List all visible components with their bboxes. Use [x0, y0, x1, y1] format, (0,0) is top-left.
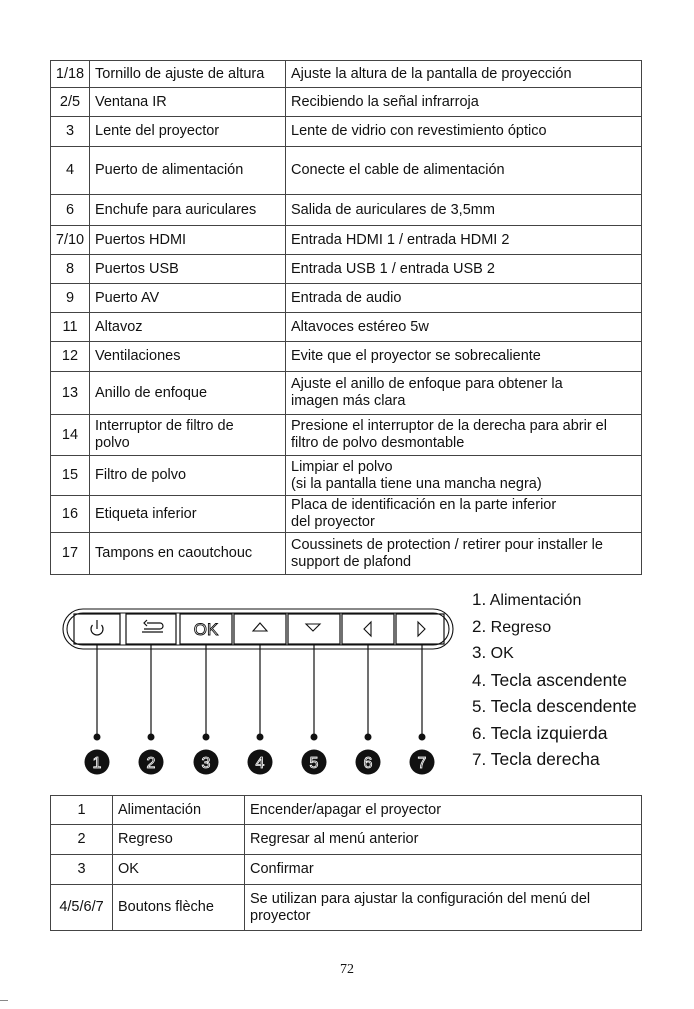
down-button	[288, 614, 340, 644]
legend-label: Tecla ascendente	[490, 669, 627, 690]
legend-item	[472, 749, 637, 776]
part-number: 12	[51, 342, 90, 372]
callout-dot	[148, 734, 155, 741]
table-row	[51, 372, 642, 415]
key-description: Confirmar	[245, 855, 642, 885]
return-icon	[142, 620, 163, 632]
legend-number: 2.	[472, 616, 487, 636]
part-description: Coussinets de protection / retirer pour installer le support de plafond	[286, 533, 642, 575]
key-description: Se utilizan para ajustar la configuración del menú del proyector	[245, 885, 642, 931]
callout-lines	[97, 644, 422, 736]
part-number: 2/5	[51, 88, 90, 117]
part-name: Altavoz	[90, 313, 286, 342]
part-description: Altavoces estéreo 5w	[286, 313, 642, 342]
legend-item	[472, 643, 637, 670]
part-name: Tornillo de ajuste de altura	[90, 61, 286, 88]
legend-item	[472, 590, 637, 617]
part-description: Salida de auriculares de 3,5mm	[286, 195, 642, 226]
legend-number: 3.	[472, 643, 487, 662]
control-panel-diagram	[62, 608, 454, 772]
panel-inner-frame	[67, 613, 449, 645]
table-row	[51, 313, 642, 342]
table-row	[51, 147, 642, 195]
part-number: 11	[51, 313, 90, 342]
part-number: 4	[51, 147, 90, 195]
legend-number: 5.	[472, 697, 487, 716]
table-row	[51, 284, 642, 313]
part-description: Entrada de audio	[286, 284, 642, 313]
part-number: 15	[51, 456, 90, 496]
power-icon	[91, 620, 103, 635]
page-edge-mark	[0, 1000, 8, 1001]
table-row	[51, 825, 642, 855]
table-row	[51, 456, 642, 496]
ok-button	[180, 614, 232, 644]
callout-dots	[94, 734, 426, 741]
legend-label: Tecla descendente	[490, 696, 637, 716]
legend-label: Tecla derecha	[490, 749, 600, 769]
table-row	[51, 342, 642, 372]
key-legend	[472, 590, 637, 776]
part-number: 16	[51, 496, 90, 533]
page-number: 72	[340, 962, 354, 977]
part-description: Ajuste el anillo de enfoque para obtener la imagen más clara	[286, 372, 642, 415]
legend-number: 6.	[472, 723, 487, 743]
key-number: 2	[51, 825, 113, 855]
part-number: 7/10	[51, 226, 90, 255]
callout-number: 7	[417, 755, 427, 772]
legend-number: 4.	[472, 670, 487, 690]
triangle-down-icon	[306, 624, 320, 631]
power-button	[74, 614, 120, 644]
key-name: Alimentación	[113, 796, 245, 825]
parts-table	[50, 60, 642, 575]
callout-badges	[85, 750, 435, 775]
part-name: Puertos USB	[90, 255, 286, 284]
legend-label: Alimentación	[489, 592, 582, 609]
legend-item	[472, 723, 637, 750]
part-name: Ventilaciones	[90, 342, 286, 372]
key-number: 4/5/6/7	[51, 885, 113, 931]
table-row	[51, 255, 642, 284]
key-name: Regreso	[113, 825, 245, 855]
part-number: 13	[51, 372, 90, 415]
table-row	[51, 855, 642, 885]
part-description: Evite que el proyector se sobrecaliente	[286, 342, 642, 372]
legend-item	[472, 670, 637, 697]
callout-dot	[203, 734, 210, 741]
callout-dot	[365, 734, 372, 741]
ok-button-label: OK	[193, 620, 219, 639]
part-name: Ventana IR	[90, 88, 286, 117]
part-name: Filtro de polvo	[90, 456, 286, 496]
callout-dot	[257, 734, 264, 741]
table-row	[51, 88, 642, 117]
callout-number: 5	[309, 755, 319, 772]
legend-label: Regreso	[490, 618, 552, 636]
table-row	[51, 796, 642, 825]
legend-item	[472, 696, 637, 723]
legend-item	[472, 617, 637, 644]
triangle-right-icon	[418, 622, 425, 636]
part-number: 1/18	[51, 61, 90, 88]
table-row	[51, 885, 642, 931]
table-row	[51, 496, 642, 533]
part-number: 8	[51, 255, 90, 284]
part-description: Entrada USB 1 / entrada USB 2	[286, 255, 642, 284]
part-description: Ajuste la altura de la pantalla de proyección	[286, 61, 642, 88]
part-number: 6	[51, 195, 90, 226]
triangle-left-icon	[364, 622, 371, 636]
table-row	[51, 61, 642, 88]
part-description: Lente de vidrio con revestimiento óptico	[286, 117, 642, 147]
legend-number: 1.	[472, 590, 487, 609]
part-name: Puertos HDMI	[90, 226, 286, 255]
part-description: Presione el interruptor de la derecha para abrir el filtro de polvo desmontable	[286, 415, 642, 456]
part-name: Puerto de alimentación	[90, 147, 286, 195]
triangle-up-icon	[253, 623, 267, 631]
left-button	[342, 614, 394, 644]
keys-table	[50, 795, 642, 931]
part-name: Puerto AV	[90, 284, 286, 313]
callout-number: 6	[363, 755, 373, 772]
part-name: Etiqueta inferior	[90, 496, 286, 533]
part-description: Conecte el cable de alimentación	[286, 147, 642, 195]
part-number: 3	[51, 117, 90, 147]
callout-dot	[419, 734, 426, 741]
up-button	[234, 614, 286, 644]
key-number: 1	[51, 796, 113, 825]
key-name: OK	[113, 855, 245, 885]
part-description: Entrada HDMI 1 / entrada HDMI 2	[286, 226, 642, 255]
callout-dot	[311, 734, 318, 741]
part-name: Tampons en caoutchouc	[90, 533, 286, 575]
key-description: Regresar al menú anterior	[245, 825, 642, 855]
part-number: 17	[51, 533, 90, 575]
callout-number: 4	[255, 755, 265, 772]
table-row	[51, 117, 642, 147]
part-name: Lente del proyector	[90, 117, 286, 147]
key-name: Boutons flèche	[113, 885, 245, 931]
table-row	[51, 533, 642, 575]
table-row	[51, 195, 642, 226]
part-name: Enchufe para auriculares	[90, 195, 286, 226]
right-button	[396, 614, 444, 644]
part-number: 14	[51, 415, 90, 456]
callout-number: 3	[201, 755, 211, 772]
legend-label: Tecla izquierda	[490, 722, 608, 743]
legend-label: OK	[490, 645, 514, 662]
part-description: Recibiendo la señal infrarroja	[286, 88, 642, 117]
legend-number: 7.	[472, 750, 487, 769]
callout-number: 2	[146, 755, 156, 772]
part-name: Interruptor de filtro de polvo	[90, 415, 286, 456]
key-description: Encender/apagar el proyector	[245, 796, 642, 825]
part-description: Limpiar el polvo (si la pantalla tiene una mancha negra)	[286, 456, 642, 496]
callout-dot	[94, 734, 101, 741]
table-row	[51, 415, 642, 456]
return-button	[126, 614, 176, 644]
part-number: 9	[51, 284, 90, 313]
part-description: Placa de identificación en la parte inferior del proyector	[286, 496, 642, 533]
callout-number: 1	[92, 755, 102, 772]
part-name: Anillo de enfoque	[90, 372, 286, 415]
key-number: 3	[51, 855, 113, 885]
table-row	[51, 226, 642, 255]
